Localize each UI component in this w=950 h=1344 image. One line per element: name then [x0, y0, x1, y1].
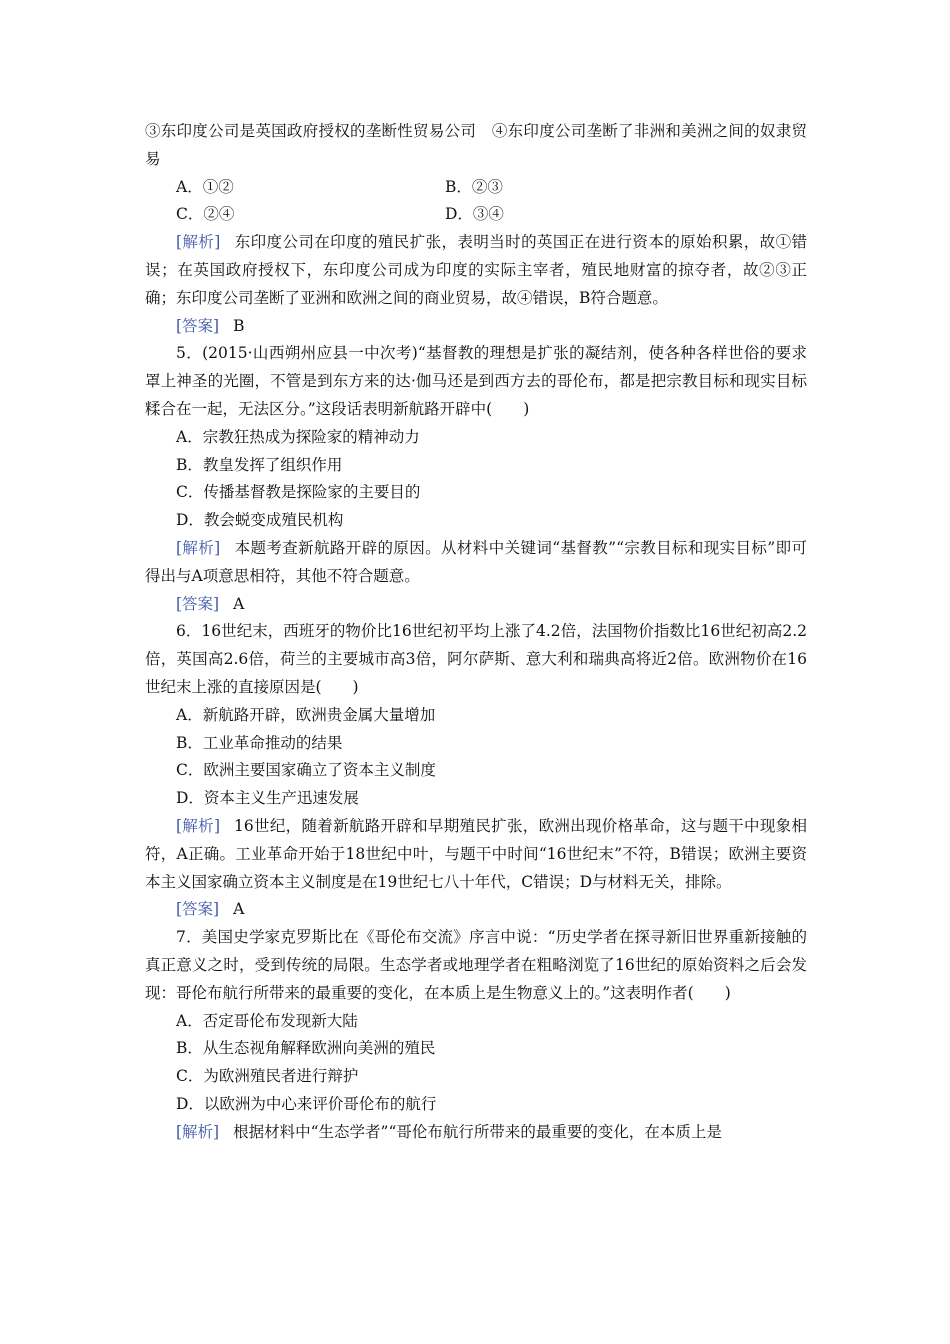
q5-option-b: B．教皇发挥了组织作用	[176, 455, 343, 474]
q5-answer	[145, 591, 807, 619]
analysis-tag: [解析]	[176, 538, 221, 557]
q4-options-row-2	[145, 201, 807, 229]
q6-answer-value: A	[233, 900, 245, 919]
answer-tag: [答案]	[176, 316, 220, 335]
analysis-tag: [解析]	[176, 816, 221, 835]
q7-option-b: B．从生态视角解释欧洲向美洲的殖民	[176, 1039, 436, 1058]
q4-answer-value: B	[233, 316, 245, 335]
q5-option-d: D．教会蜕变成殖民机构	[176, 511, 344, 530]
q5-stem: 5．(2015·山西朔州应县一中次考)“基督教的理想是扩张的凝结剂，使各种各样世俗的要求罩上神圣的光圈，不管是到东方来的达·伽马还是到西方去的哥伦布，都是把宗教目标和现实目标糅合在一起，无法区分。”这段话表明新航路开辟中( )	[145, 344, 807, 418]
q4-option-b: B．②③	[445, 177, 503, 196]
q5-analysis-text: 本题考查新航路开辟的原因。从材料中关键词“基督教”“宗教目标和现实目标”即可得出与A项意思相符，其他不符合题意。	[145, 538, 807, 585]
answer-tag: [答案]	[176, 594, 220, 613]
q7-option-c: C．为欧洲殖民者进行辩护	[176, 1067, 359, 1086]
q6-option-b: B．工业革命推动的结果	[176, 733, 343, 752]
q6-answer	[145, 896, 807, 924]
answer-tag: [答案]	[176, 900, 220, 919]
q4-stem-continuation: ③东印度公司是英国政府授权的垄断性贸易公司 ④东印度公司垄断了非洲和美洲之间的奴隶贸易	[145, 122, 807, 168]
q5-answer-value: A	[233, 594, 245, 613]
q6-option-d: D．资本主义生产迅速发展	[176, 789, 359, 808]
q4-analysis	[145, 229, 807, 312]
q7-analysis	[145, 1119, 807, 1147]
q6-stem: 6．16世纪末，西班牙的物价比16世纪初平均上涨了4.2倍，法国物价指数比16世纪初高2.2倍，英国高2.6倍，荷兰的主要城市高3倍，阿尔萨斯、意大利和瑞典高将近2倍。欧洲物价在16世纪末上涨的直接原因是( )	[145, 622, 807, 696]
q4-option-c: C．②④	[176, 205, 235, 224]
q7-option-d: D．以欧洲为中心来评价哥伦布的航行	[176, 1094, 437, 1113]
q4-answer	[145, 313, 807, 341]
q5-option-a: A．宗教狂热成为探险家的精神动力	[176, 427, 420, 446]
q6-option-a: A．新航路开辟，欧洲贵金属大量增加	[176, 705, 436, 724]
q4-option-a: A．①②	[176, 177, 234, 196]
analysis-tag: [解析]	[176, 233, 221, 252]
q6-analysis-text: 16世纪，随着新航路开辟和早期殖民扩张，欧洲出现价格革命，这与题干中现象相符，A正确。工业革命开始于18世纪中叶，与题干中时间“16世纪末”不符，B错误；欧洲主要资本主义国家确立资本主义制度是在19世纪七八十年代，C错误；D与材料无关，排除。	[145, 816, 807, 891]
q4-option-d: D．③④	[445, 205, 504, 224]
q4-options-row-1	[145, 174, 807, 202]
q5-analysis	[145, 535, 807, 591]
q6-analysis	[145, 813, 807, 896]
analysis-tag: [解析]	[176, 1122, 220, 1141]
q4-analysis-text: 东印度公司在印度的殖民扩张，表明当时的英国正在进行资本的原始积累，故①错误；在英国政府授权下，东印度公司成为印度的实际主宰者，殖民地财富的掠夺者，故②③正确；东印度公司垄断了亚洲和欧洲之间的商业贸易，故④错误，B符合题意。	[145, 233, 807, 307]
q7-stem: 7．美国史学家克罗斯比在《哥伦布交流》序言中说：“历史学者在探寻新旧世界重新接触的真正意义之时，受到传统的局限。生态学者或地理学者在粗略浏览了16世纪的原始资料之后会发现：哥伦布航行所带来的最重要的变化，在本质上是生物意义上的。”这表明作者( )	[145, 928, 807, 1002]
q5-option-c: C．传播基督教是探险家的主要目的	[176, 483, 421, 502]
document-page	[145, 118, 807, 1146]
q7-option-a: A．否定哥伦布发现新大陆	[176, 1011, 358, 1030]
q7-analysis-text: 根据材料中“生态学者”“哥伦布航行所带来的最重要的变化，在本质上是	[233, 1122, 722, 1141]
q6-option-c: C．欧洲主要国家确立了资本主义制度	[176, 761, 436, 780]
